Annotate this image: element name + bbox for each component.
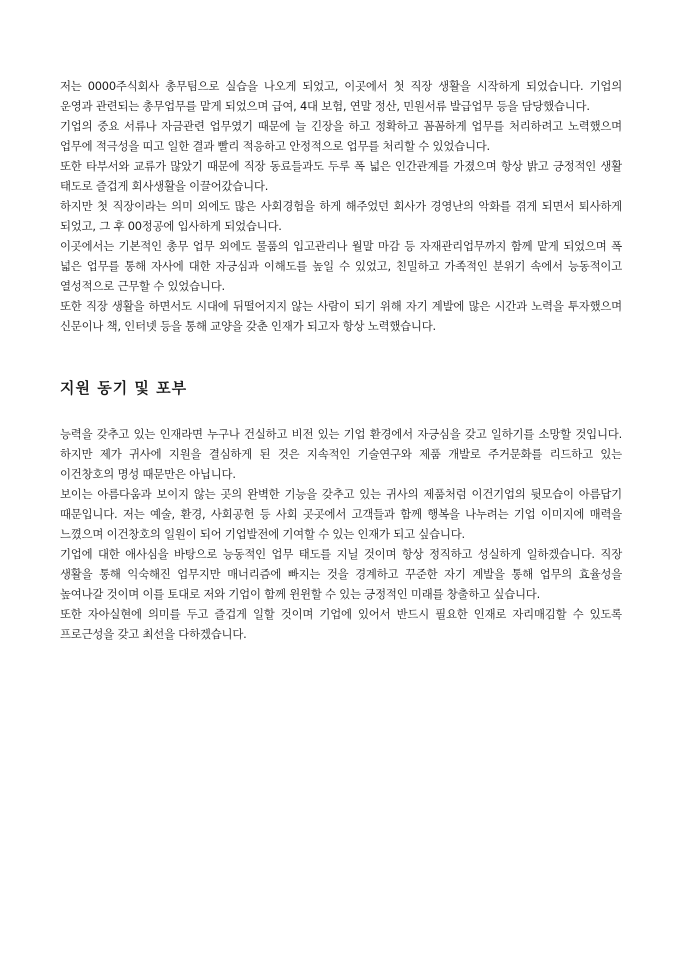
document-page <box>60 76 622 644</box>
paragraph: 보이는 아름다움과 보이지 않는 곳의 완벽한 기능을 갖추고 있는 귀사의 제품처럼 이건기업의 뒷모습이 아름답기 때문입니다. 저는 예술, 환경, 사회공헌 등 사회 곳곳에서 고객들과 함께 행복을 나누려는 기업 이미지에 매력을 느꼈으며 이건창호의 일원이 되어 기업발전에 기여할 수 있는 인재가 되고 싶습니다. <box>60 487 622 541</box>
paragraph: 저는 0000주식회사 총무팀으로 실습을 나오게 되었고, 이곳에서 첫 직장 생활을 시작하게 되었습니다. 기업의 운영과 관련되는 총무업무를 맡게 되었으며 급여, 4대 보험, 연말 정산, 민원서류 발급업무 등을 담당했습니다. <box>60 79 622 113</box>
paragraph: 능력을 갖추고 있는 인재라면 누구나 건실하고 비전 있는 기업 환경에서 자긍심을 갖고 일하기를 소망할 것입니다. 하지만 제가 귀사에 지원을 결심하게 된 것은 지속적인 기술연구와 제품 개발로 주거문화를 리드하고 있는 이건창호의 명성 때문만은 아닙니다. <box>60 427 622 481</box>
career-history-section <box>60 76 622 336</box>
section-heading: 지원 동기 및 포부 <box>60 379 188 397</box>
paragraph: 하지만 첫 직장이라는 의미 외에도 많은 사회경험을 하게 해주었던 회사가 경영난의 악화를 겪게 되면서 퇴사하게 되었고, 그 후 00정공에 입사하게 되었습니다. <box>60 199 622 233</box>
paragraph: 기업의 중요 서류나 자금관련 업무였기 때문에 늘 긴장을 하고 정확하고 꼼꼼하게 업무를 처리하려고 노력했으며 업무에 적극성을 띠고 일한 결과 빨리 적응하고 안정적으로 업무를 처리할 수 있었습니다. <box>60 119 622 153</box>
paragraph: 이곳에서는 기본적인 총무 업무 외에도 물품의 입고관리나 월말 마감 등 자재관리업무까지 함께 맡게 되었으며 폭 넓은 업무를 통해 자사에 대한 자긍심과 이해도를 높일 수 있었고, 친밀하고 가족적인 분위기 속에서 능동적이고 열성적으로 근무할 수 있었습니다. <box>60 239 622 293</box>
motivation-section <box>60 424 622 644</box>
paragraph: 또한 자아실현에 의미를 두고 즐겁게 일할 것이며 기업에 있어서 반드시 필요한 인재로 자리매김할 수 있도록 프로근성을 갖고 최선을 다하겠습니다. <box>60 607 622 641</box>
paragraph: 또한 직장 생활을 하면서도 시대에 뒤떨어지지 않는 사람이 되기 위해 자기 계발에 많은 시간과 노력을 투자했으며 신문이나 책, 인터넷 등을 통해 교양을 갖춘 인재가 되고자 항상 노력했습니다. <box>60 299 622 333</box>
paragraph: 또한 타부서와 교류가 많았기 때문에 직장 동료들과도 두루 폭 넓은 인간관계를 가졌으며 항상 밝고 긍정적인 생활 태도로 즐겁게 회사생활을 이끌어갔습니다. <box>60 159 622 193</box>
paragraph: 기업에 대한 애사심을 바탕으로 능동적인 업무 태도를 지닐 것이며 항상 정직하고 성실하게 일하겠습니다. 직장 생활을 통해 익숙해진 업무지만 매너리즘에 빠지는 것을 경계하고 꾸준한 자기 계발을 통해 업무의 효율성을 높여나갈 것이며 이를 토대로 저와 기업이 함께 윈윈할 수 있는 긍정적인 미래를 창출하고 싶습니다. <box>60 547 622 601</box>
